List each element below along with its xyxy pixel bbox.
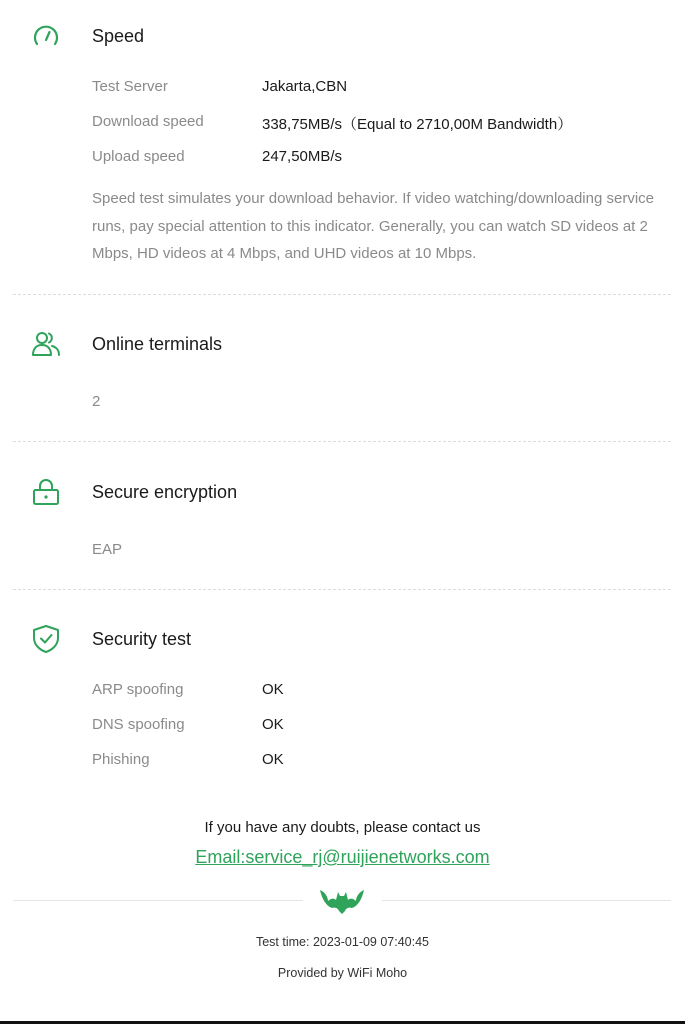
row-value: OK xyxy=(262,716,284,733)
speedometer-icon xyxy=(30,20,62,52)
row-value: OK xyxy=(262,681,284,698)
row-label: Upload speed xyxy=(92,148,185,165)
lock-icon xyxy=(30,476,62,508)
row-value: Jakarta,CBN xyxy=(262,78,348,95)
row-label: ARP spoofing xyxy=(92,681,184,698)
speed-title: Speed xyxy=(92,26,145,46)
footer-rule-left xyxy=(13,900,303,901)
email-link-container xyxy=(0,847,685,868)
terminals-count: 2 xyxy=(92,393,101,410)
email-link[interactable]: Email:service_rj@ruijienetworks.com xyxy=(195,847,490,867)
contact-text: If you have any doubts, please contact us xyxy=(204,819,481,836)
row-label: DNS spoofing xyxy=(92,716,185,733)
encryption-title: Secure encryption xyxy=(92,482,238,502)
speed-description: Speed test simulates your download behavior. If video watching/downloading service runs, pay special attention to this indicator. Generally, you can watch SD videos at 2 Mbps, HD videos at 4 Mbps, and UHD videos at 10 Mbps. xyxy=(92,190,655,262)
row-value: OK xyxy=(262,751,284,768)
row-value: 338,75MB/s（Equal to 2710,00M Bandwidth） xyxy=(262,116,573,133)
row-label: Test Server xyxy=(92,78,168,95)
encryption-value: EAP xyxy=(92,541,123,558)
test-time: Test time: 2023-01-09 07:40:45 xyxy=(255,935,430,949)
divider xyxy=(13,589,671,590)
bat-logo xyxy=(319,884,365,914)
security-title: Security test xyxy=(92,629,192,649)
divider xyxy=(13,441,671,442)
users-icon xyxy=(30,328,62,360)
divider xyxy=(13,294,671,295)
provided-by: Provided by WiFi Moho xyxy=(277,966,408,980)
row-label: Download speed xyxy=(92,113,204,130)
shield-check-icon xyxy=(30,623,62,655)
row-value: 247,50MB/s xyxy=(262,148,343,165)
footer-rule-right xyxy=(382,900,671,901)
row-label: Phishing xyxy=(92,751,150,768)
terminals-title: Online terminals xyxy=(92,334,223,354)
